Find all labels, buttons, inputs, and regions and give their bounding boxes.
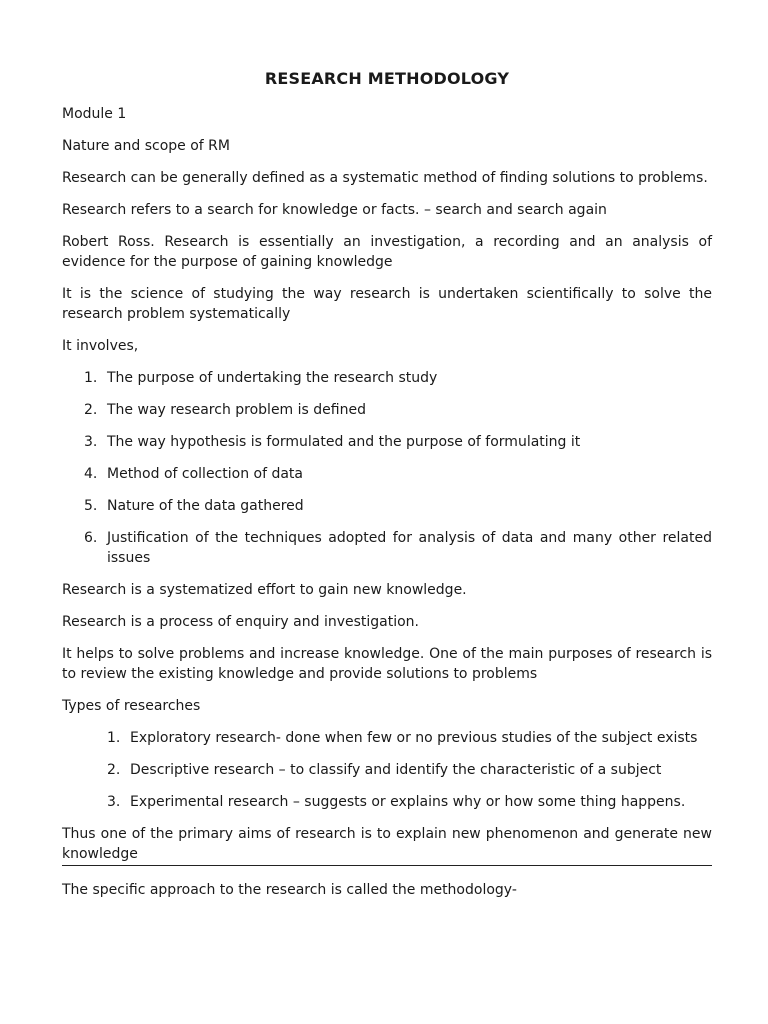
list-item [62, 496, 712, 516]
list-item-text: Method of collection of data [107, 466, 303, 482]
list-item-text: Experimental research – suggests or explains why or how some thing happens. [130, 794, 686, 810]
list-item [62, 368, 712, 388]
paragraph-systematized: Research is a systematized effort to gain new knowledge. [62, 582, 467, 598]
list-item-number: 5. [84, 498, 98, 514]
list-item-number: 6. [84, 530, 98, 546]
list-item-number: 4. [84, 466, 98, 482]
paragraph-involves: It involves, [62, 338, 139, 354]
involves-list [62, 368, 712, 568]
list-item-number: 3. [107, 794, 121, 810]
types-list [62, 728, 712, 812]
list-item [62, 760, 712, 780]
list-item-text: The purpose of undertaking the research study [107, 370, 438, 386]
list-item [62, 432, 712, 452]
paragraph-methodology: The specific approach to the research is called the methodology- [62, 882, 517, 898]
paragraph-conclusion: Thus one of the primary aims of research is to explain new phenomenon and generate new knowledge [62, 824, 712, 866]
list-item [62, 728, 712, 748]
paragraph-purposes: It helps to solve problems and increase knowledge. One of the main purposes of research is to review the existing knowledge and provide solutions to problems [62, 646, 712, 682]
list-item-text: Justification of the techniques adopted for analysis of data and many other related issues [107, 530, 712, 566]
paragraph-enquiry: Research is a process of enquiry and investigation. [62, 614, 420, 630]
list-item-text: Exploratory research- done when few or no previous studies of the subject exists [130, 730, 698, 746]
list-item-number: 2. [84, 402, 98, 418]
list-item-text: The way research problem is defined [107, 402, 366, 418]
list-item-text: The way hypothesis is formulated and the purpose of formulating it [107, 434, 581, 450]
list-item [62, 792, 712, 812]
list-item [62, 528, 712, 568]
list-item-text: Descriptive research – to classify and identify the characteristic of a subject [130, 762, 662, 778]
paragraph-search: Research refers to a search for knowledge or facts. – search and search again [62, 202, 607, 218]
document-title: RESEARCH METHODOLOGY [264, 69, 510, 88]
list-item [62, 464, 712, 484]
document-page [62, 68, 712, 912]
list-item-number: 3. [84, 434, 98, 450]
section-subheading: Nature and scope of RM [62, 138, 230, 154]
paragraph-science: It is the science of studying the way research is undertaken scientifically to solve the research problem systematically [62, 286, 712, 322]
list-item-number: 1. [107, 730, 121, 746]
paragraph-definition: Research can be generally defined as a systematic method of finding solutions to problems. [62, 170, 708, 186]
paragraph-robert-ross: Robert Ross. Research is essentially an investigation, a recording and an analysis of evidence for the purpose of gaining knowledge [62, 234, 712, 270]
list-item-number: 1. [84, 370, 98, 386]
paragraph-types-heading: Types of researches [62, 698, 201, 714]
list-item-number: 2. [107, 762, 121, 778]
list-item-text: Nature of the data gathered [107, 498, 304, 514]
list-item [62, 400, 712, 420]
module-label: Module 1 [62, 106, 127, 122]
